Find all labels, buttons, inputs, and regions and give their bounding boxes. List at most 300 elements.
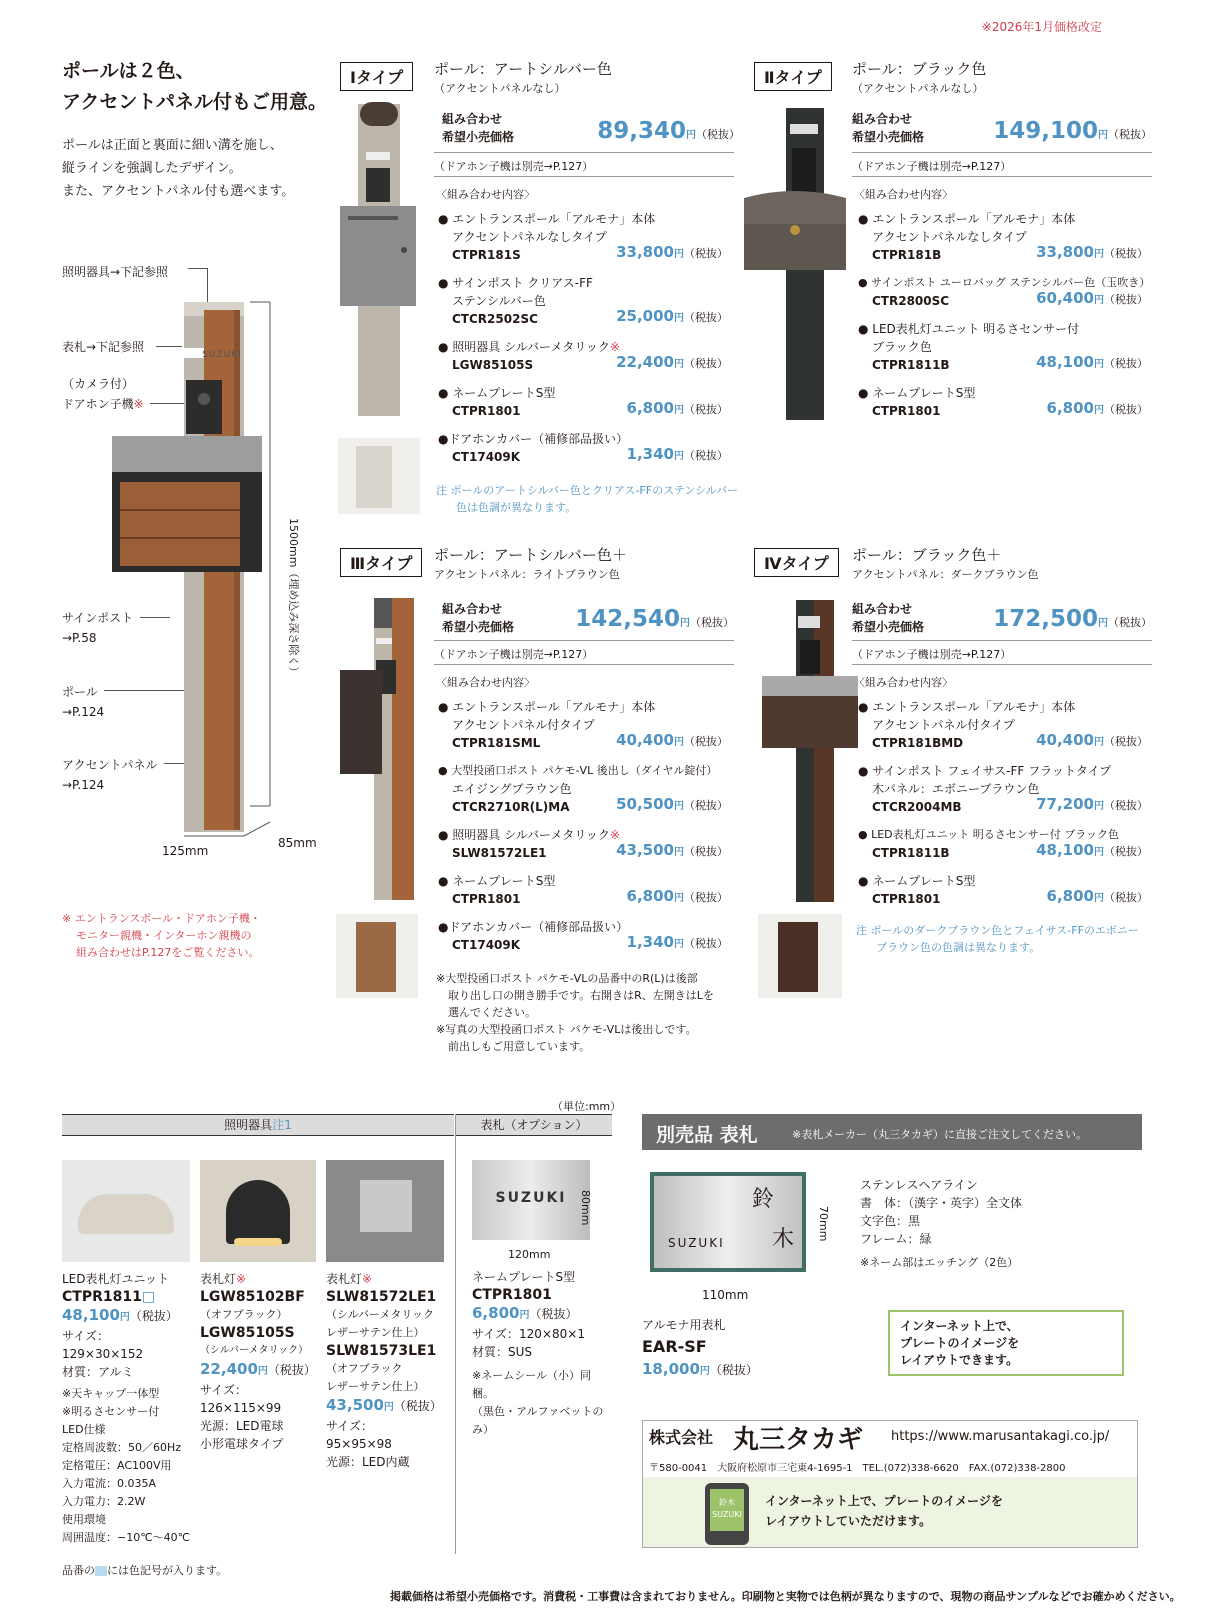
- type3-foot4: ※写真の大型投函口ポスト パケモ-VLは後出しです。: [436, 1023, 697, 1036]
- type3-item-0-desc1: ● エントランスポール「アルモナ」本体: [438, 700, 656, 714]
- type4-tax: （税抜）: [1108, 616, 1152, 629]
- type3-item-2: [438, 826, 728, 862]
- type3-item-3-desc1: ● ネームプレートS型: [438, 874, 556, 888]
- price-revision-notice: ※2026年1月価格改定: [981, 20, 1102, 34]
- type3-foot1: ※大型投函口ポスト パケモ-VLの品番中のR(L)は後部: [436, 972, 698, 985]
- company-url[interactable]: https://www.marusantakagi.co.jp/: [891, 1429, 1110, 1444]
- type3-head: [434, 546, 627, 584]
- type4-back-photo: [758, 914, 842, 998]
- type4-item-2-desc1: ● LED表札灯ユニット 明るさセンサー付 ブラック色: [858, 828, 1119, 841]
- type2-item-2-price: 48,100: [1036, 353, 1094, 371]
- page-footer: 掲載価格は希望小売価格です。消費税・工事費は含まれておりません。印刷物と実物では色柄が異なりますので、現物の商品サンプルなどでお確かめください。: [390, 1590, 1181, 1603]
- type2-item-1-yen: 円: [1094, 295, 1104, 306]
- web-banner-text1: インターネット上で、プレートのイメージを: [765, 1494, 1003, 1508]
- type2-item-0-desc2: アクセントパネルなしタイプ: [872, 230, 1027, 244]
- type4-item-1-price: 77,200: [1036, 795, 1094, 813]
- main-plate-text: SUZUKI: [202, 350, 242, 360]
- lighting-header-text: 照明器具: [224, 1118, 273, 1132]
- type2-item-0-yen: 円: [1094, 249, 1104, 260]
- lamp1-l2: 126×115×99: [200, 1401, 282, 1415]
- led-unit-yen: 円: [119, 1312, 130, 1323]
- option-spec: [860, 1176, 1140, 1272]
- lamp2-photo: [326, 1160, 444, 1262]
- lead-title: [62, 56, 327, 118]
- led-unit-l9: 入力電流：0.035A: [62, 1477, 157, 1490]
- type1-foot1: 注 ポールのアートシルバー色とクリアス-FFのステンシルバー: [436, 484, 738, 497]
- callout-pole: [62, 682, 104, 722]
- main-width-dim: 125mm: [162, 844, 209, 858]
- lamp1-l1: サイズ：: [200, 1383, 248, 1397]
- led-unit-photo: [62, 1160, 190, 1262]
- type1-item-2-tax: （税抜）: [684, 357, 728, 370]
- callout-post-line2: →P.58: [62, 631, 97, 645]
- type3-sub: アクセントパネル：ライトブラウン色: [434, 568, 620, 581]
- type3-item-1-tax: （税抜）: [684, 799, 728, 812]
- type1-item-1-desc2: ステンシルバー色: [452, 294, 546, 308]
- option-product: [642, 1316, 842, 1381]
- type1-combo2: 希望小売価格: [442, 130, 515, 144]
- type4-item-1-code: CTCR2004MB: [872, 800, 962, 814]
- type3-item-1-price: 50,500: [616, 795, 674, 813]
- led-unit-code: CTPR1811: [62, 1289, 142, 1305]
- type4-item-1-tax: （税抜）: [1104, 799, 1148, 812]
- type2-item-2-desc1: ● LED表札灯ユニット 明るさセンサー付: [858, 322, 1080, 336]
- type2-item-0: [858, 210, 1148, 264]
- type3-foot2: 取り出し口の開き勝手です。右開きはR、左開きはLを: [448, 989, 714, 1002]
- type4-total-price: [928, 606, 1152, 632]
- type4-yen: 円: [1098, 618, 1108, 629]
- lamp1-yen: 円: [257, 1366, 268, 1377]
- type3-item-2-mark: ※: [609, 828, 620, 842]
- type4-item-2-yen: 円: [1094, 847, 1104, 858]
- type3-item-1-yen: 円: [674, 801, 684, 812]
- type1-combo1: 組み合わせ: [442, 112, 503, 126]
- type1-total-price: [540, 118, 740, 144]
- type2-yen: 円: [1098, 130, 1108, 141]
- callout-pole-line1: ポール: [62, 685, 98, 699]
- type1-item-1-tax: （税抜）: [684, 311, 728, 324]
- nameplate-l1: サイズ：120×80×1: [472, 1327, 585, 1341]
- type3-tax: （税抜）: [690, 616, 734, 629]
- type4-item-1-desc2: 木パネル：エボニーブラウン色: [872, 782, 1040, 796]
- type2-item-1-tax: （税抜）: [1104, 293, 1148, 306]
- type4-item-0-price: 40,400: [1036, 731, 1094, 749]
- type1-footnote: [436, 482, 738, 516]
- type4-item-0-code: CTPR181BMD: [872, 736, 964, 750]
- bottom-footnote: [62, 1562, 227, 1578]
- type1-item-1-desc1: ● サインポスト クリアス-FF: [438, 276, 593, 290]
- option-header: [642, 1114, 1142, 1150]
- web-banner: [643, 1477, 1137, 1547]
- type2-tax: （税抜）: [1108, 128, 1152, 141]
- type4-item-2-tax: （税抜）: [1104, 845, 1148, 858]
- lead-body-line3: また、アクセントパネル付も選べます。: [62, 184, 295, 199]
- type1-head: [434, 60, 612, 98]
- option-s1: ステンレスヘアライン: [860, 1178, 978, 1192]
- lamp2-color1a: （シルバーメタリック: [326, 1308, 434, 1321]
- type1-item-2: [438, 338, 728, 374]
- type3-item-3-yen: 円: [674, 893, 684, 904]
- nameplate-price: 6,800: [472, 1304, 520, 1322]
- type4-head-text: ポール：ブラック色＋: [852, 546, 1002, 564]
- nameplate-width-dim: 120mm: [508, 1248, 551, 1261]
- company-block: [642, 1420, 1138, 1548]
- type1-item-2-price: 22,400: [616, 353, 674, 371]
- led-unit-l4: ※天キャップ一体型: [62, 1387, 160, 1400]
- type3-price-value: 142,540: [575, 606, 680, 632]
- option-web-box2: プレートのイメージを: [900, 1336, 1020, 1350]
- type4-item-0-tax: （税抜）: [1104, 735, 1148, 748]
- type1-tax: （税抜）: [696, 128, 740, 141]
- type2-item-2-yen: 円: [1094, 359, 1104, 370]
- lamp2-color1b: レザーサテン仕上）: [326, 1326, 425, 1339]
- phone-icon: [705, 1483, 749, 1545]
- type4-item-0-desc1: ● エントランスポール「アルモナ」本体: [858, 700, 1076, 714]
- type4-item-2: [858, 826, 1148, 862]
- type2-item-3-tax: （税抜）: [1104, 403, 1148, 416]
- led-unit-tax: （税抜）: [129, 1309, 178, 1323]
- type3-item-4-tax: （税抜）: [684, 937, 728, 950]
- type1-item-3-yen: 円: [674, 405, 684, 416]
- type1-badge: Ⅰタイプ: [340, 62, 413, 91]
- type2-item-1: [858, 274, 1151, 310]
- option-web-box: [888, 1310, 1124, 1376]
- type4-badge: Ⅳタイプ: [754, 548, 839, 577]
- option-web-box3: レイアウトできます。: [900, 1353, 1019, 1367]
- type4-item-0: [858, 698, 1148, 752]
- type4-photo: [760, 596, 860, 906]
- type1-item-4-yen: 円: [674, 451, 684, 462]
- lamp2-yen: 円: [383, 1402, 394, 1413]
- led-unit-l12: 周囲温度：−10℃〜40℃: [62, 1531, 190, 1544]
- company-address: 〒580-0041 大阪府松原市三宅東4-1695-1 TEL.(072)338-6620 FAX.(072)338-2800: [649, 1463, 1066, 1474]
- type3-footnote: [436, 970, 714, 1055]
- type2-badge: Ⅱタイプ: [754, 62, 832, 91]
- type3-item-1: [438, 762, 728, 816]
- type1-item-0-price: 33,800: [616, 243, 674, 261]
- type1-sub: （アクセントパネルなし）: [434, 82, 566, 95]
- led-unit-name: LED表札灯ユニット: [62, 1272, 170, 1286]
- type4-combo1: 組み合わせ: [852, 602, 913, 616]
- type3-item-2-tax: （税抜）: [684, 845, 728, 858]
- unit-label: （単位:mm）: [552, 1100, 622, 1113]
- type4-item-2-price: 48,100: [1036, 841, 1094, 859]
- type3-item-0-tax: （税抜）: [684, 735, 728, 748]
- lamp1-spec: [200, 1270, 328, 1453]
- led-unit-l1: サイズ：: [62, 1329, 110, 1343]
- type4-item-3-code: CTPR1801: [872, 892, 941, 906]
- type4-item-3-tax: （税抜）: [1104, 891, 1148, 904]
- type2-sub: （アクセントパネルなし）: [852, 82, 984, 95]
- type3-item-4: [438, 918, 728, 954]
- lamp1-price: 22,400: [200, 1360, 258, 1378]
- type3-item-2-yen: 円: [674, 847, 684, 858]
- callout-post-line1: サインポスト: [62, 611, 134, 625]
- option-price: 18,000: [642, 1360, 700, 1378]
- type2-item-1-desc1: ● サインポスト ユーロバッグ ステンシルバー色（玉吹き）: [858, 276, 1151, 289]
- lamp1-l4: 小形電球タイプ: [200, 1437, 284, 1451]
- type4-note: （ドアホン子機は別売→P.127）: [852, 648, 1012, 661]
- type3-combo1: 組み合わせ: [442, 602, 503, 616]
- lamp2-code1: SLW81572LE1: [326, 1289, 437, 1305]
- type1-note: （ドアホン子機は別売→P.127）: [434, 160, 594, 173]
- lamp2-color2b: レザーサテン仕上）: [326, 1380, 425, 1393]
- type3-item-4-yen: 円: [674, 939, 684, 950]
- type2-item-0-desc1: ● エントランスポール「アルモナ」本体: [858, 212, 1076, 226]
- type3-combo-label: [442, 600, 514, 636]
- type3-contents: 〈組み合わせ内容〉: [436, 676, 535, 689]
- type1-item-3-price: 6,800: [626, 399, 674, 417]
- diagram-footnote-line2: モニター親機・インターホン親機の: [76, 929, 252, 942]
- type1-head-text: ポール：アートシルバー色: [434, 60, 612, 78]
- type1-item-2-desc1: ● 照明器具 シルバーメタリック: [438, 340, 610, 354]
- option-name: アルモナ用表札: [642, 1318, 726, 1332]
- lamp1-code2: LGW85105S: [200, 1325, 295, 1341]
- type3-note: （ドアホン子機は別売→P.127）: [434, 648, 594, 661]
- led-unit-l3: 材質：アルミ: [62, 1365, 134, 1379]
- led-unit-price: 48,100: [62, 1306, 120, 1324]
- lead-title-line1: ポールは２色、: [62, 60, 195, 82]
- plate-header: 表札（オプション）: [456, 1114, 612, 1136]
- callout-panel-line1: アクセントパネル: [62, 758, 158, 772]
- type3-item-1-desc1: ● 大型投函口ポスト パケモ-VL 後出し（ダイヤル錠付）: [438, 764, 718, 777]
- type3-item-0-yen: 円: [674, 737, 684, 748]
- diagram-footnote-line3: 組み合わせはP.127をご覧ください。: [76, 946, 260, 959]
- led-unit-l5: ※明るさセンサー付: [62, 1405, 160, 1418]
- option-s5: ※ネーム部はエッチング（2色）: [860, 1256, 1019, 1269]
- type1-item-0-desc1: ● エントランスポール「アルモナ」本体: [438, 212, 656, 226]
- option-plate-roman: SUZUKI: [668, 1236, 725, 1250]
- type1-foot2: 色は色調が異なります。: [456, 501, 577, 514]
- type4-footnote: [856, 922, 1139, 956]
- type1-item-1-code: CTCR2502SC: [452, 312, 538, 326]
- type2-total-price: [928, 118, 1152, 144]
- lamp2-l2: 95×95×98: [326, 1437, 392, 1451]
- type2-price-value: 149,100: [993, 118, 1098, 144]
- type1-item-4-code: CT17409K: [452, 450, 521, 464]
- type3-photo: [336, 594, 426, 904]
- led-unit-l7: 定格周波数：50／60Hz: [62, 1441, 182, 1454]
- bottom-footnote-post: には色記号が入ります。: [107, 1564, 228, 1577]
- callout-light: 照明器具→下記参照: [62, 265, 169, 279]
- type3-item-0-desc2: アクセントパネル付タイプ: [452, 718, 595, 732]
- type1-item-4-desc1: ●ドアホンカバー（補修部品扱い）: [438, 432, 629, 446]
- diagram-footnote-line1: ※ エントランスポール・ドアホン子機・: [62, 912, 261, 925]
- type3-foot3: 選んでください。: [448, 1006, 536, 1019]
- type4-head: [852, 546, 1038, 584]
- company-label: 株式会社: [649, 1428, 714, 1447]
- type1-item-0-code: CTPR181S: [452, 248, 521, 262]
- type4-item-3-desc1: ● ネームプレートS型: [858, 874, 976, 888]
- type4-item-2-code: CTPR1811B: [872, 846, 950, 860]
- type1-item-4-price: 1,340: [626, 445, 674, 463]
- type1-back-photo: [338, 438, 420, 514]
- lamp1-tax: （税抜）: [267, 1363, 316, 1377]
- diagram-footnote: [62, 910, 261, 961]
- option-plate-photo: [650, 1172, 806, 1272]
- type2-item-0-tax: （税抜）: [1104, 247, 1148, 260]
- type1-combo-label: [442, 110, 514, 146]
- type3-foot5: 前出しもご用意しています。: [448, 1040, 591, 1053]
- option-plate-kanji1: 鈴: [752, 1187, 775, 1212]
- type1-contents: 〈組み合わせ内容〉: [436, 188, 535, 201]
- type4-foot1: 注 ポールのダークブラウン色とフェイサス-FFのエボニー: [856, 924, 1139, 937]
- type2-combo1: 組み合わせ: [852, 112, 913, 126]
- type3-item-3-code: CTPR1801: [452, 892, 521, 906]
- led-unit-box: □: [141, 1289, 156, 1305]
- type3-item-0: [438, 698, 728, 752]
- type4-combo-label: [852, 600, 924, 636]
- callout-camera-mark: ※: [133, 397, 144, 411]
- type1-item-0: [438, 210, 728, 264]
- type1-item-2-mark: ※: [609, 340, 620, 354]
- nameplate-l3: ※ネームシール（小）同梱。: [472, 1369, 591, 1400]
- main-depth-dim: 85mm: [278, 836, 317, 850]
- type4-combo2: 希望小売価格: [852, 620, 925, 634]
- type2-item-2-desc2: ブラック色: [872, 340, 932, 354]
- lamp2-code2: SLW81573LE1: [326, 1343, 437, 1359]
- lamp2-spec: [326, 1270, 454, 1471]
- option-tax: （税抜）: [709, 1363, 758, 1377]
- lamp2-tax: （税抜）: [393, 1399, 442, 1413]
- lamp1-color1: （オフブラック）: [200, 1308, 288, 1321]
- type2-combo-label: [852, 110, 924, 146]
- bottom-footnote-pre: 品番の: [62, 1564, 95, 1577]
- type3-item-0-code: CTPR181SML: [452, 736, 541, 750]
- type3-item-2-desc1: ● 照明器具 シルバーメタリック: [438, 828, 610, 842]
- type4-item-1-desc1: ● サインポスト フェイサス-FF フラットタイプ: [858, 764, 1112, 778]
- company-brand[interactable]: 丸三タカギ: [733, 1425, 864, 1455]
- type4-item-0-yen: 円: [1094, 737, 1104, 748]
- type2-contents: 〈組み合わせ内容〉: [854, 188, 953, 201]
- type4-contents: 〈組み合わせ内容〉: [854, 676, 953, 689]
- type3-combo2: 希望小売価格: [442, 620, 515, 634]
- type1-item-3-code: CTPR1801: [452, 404, 521, 418]
- type1-price-value: 89,340: [597, 118, 686, 144]
- type1-item-3-tax: （税抜）: [684, 403, 728, 416]
- option-title-note: ※表札メーカー（丸三タカギ）に直接ご注文してください。: [792, 1128, 1087, 1141]
- type1-yen: 円: [686, 130, 696, 141]
- lamp1-code1: LGW85102BF: [200, 1289, 305, 1305]
- type2-head: [852, 60, 986, 98]
- web-banner-text: [765, 1491, 1003, 1531]
- type2-item-0-code: CTPR181B: [872, 248, 942, 262]
- led-unit-l2: 129×30×152: [62, 1347, 144, 1361]
- callout-panel-line2: →P.124: [62, 778, 105, 792]
- type3-item-4-price: 1,340: [626, 933, 674, 951]
- phone-screen2: SUZUKI: [712, 1510, 742, 1519]
- type1-item-1-yen: 円: [674, 313, 684, 324]
- lighting-header-note: 注1: [272, 1118, 292, 1132]
- type2-item-3-code: CTPR1801: [872, 404, 941, 418]
- lamp2-l3: 光源：LED内蔵: [326, 1455, 410, 1469]
- led-unit-l8: 定格電圧：AC100V用: [62, 1459, 172, 1472]
- nameplate-l4: （黒色・アルファベットのみ）: [472, 1405, 604, 1436]
- type2-item-3-yen: 円: [1094, 405, 1104, 416]
- type3-badge: Ⅲタイプ: [340, 548, 422, 577]
- lead-body-line2: 縦ラインを強調したデザイン。: [62, 161, 242, 176]
- option-s2: 書 体：（漢字・英字）全文体: [860, 1196, 1023, 1210]
- type4-price-value: 172,500: [993, 606, 1098, 632]
- nameplate-tax: （税抜）: [529, 1307, 578, 1321]
- type4-foot2: ブラウン色の色調は異なります。: [876, 941, 1041, 954]
- lamp1-mark: ※: [236, 1272, 247, 1286]
- type3-item-4-code: CT17409K: [452, 938, 521, 952]
- type1-item-0-yen: 円: [674, 249, 684, 260]
- type2-item-1-code: CTR2800SC: [872, 294, 950, 308]
- nameplate-height-dim: 80mm: [579, 1190, 592, 1226]
- led-unit-l6: LED仕様: [62, 1423, 106, 1436]
- type3-item-3-tax: （税抜）: [684, 891, 728, 904]
- lamp1-name: 表札灯: [200, 1272, 237, 1286]
- option-code: EAR-SF: [642, 1337, 707, 1356]
- type1-item-2-code: LGW85105S: [452, 358, 534, 372]
- option-web-box1: インターネット上で、: [900, 1319, 1019, 1333]
- lead-title-line2: アクセントパネル付もご用意。: [62, 91, 328, 113]
- type4-item-0-desc2: アクセントパネル付タイプ: [872, 718, 1015, 732]
- type3-item-2-code: SLW81572LE1: [452, 846, 547, 860]
- option-title: 別売品 表札: [656, 1124, 758, 1146]
- nameplate-spec: [472, 1268, 612, 1439]
- phone-screen1: 鈴木: [719, 1498, 735, 1507]
- nameplate-photo-text: SUZUKI: [495, 1190, 567, 1206]
- callout-camera-line1: （カメラ付）: [62, 377, 135, 391]
- callout-pole-line2: →P.124: [62, 705, 105, 719]
- lead-body-line1: ポールは正面と裏面に細い溝を施し、: [62, 138, 283, 153]
- nameplate-name: ネームプレートS型: [472, 1270, 576, 1284]
- type4-item-3-yen: 円: [1094, 893, 1104, 904]
- option-s3: 文字色：黒: [860, 1214, 921, 1228]
- led-unit-spec: [62, 1270, 192, 1547]
- lamp2-price: 43,500: [326, 1396, 384, 1414]
- lead-body: [62, 134, 294, 203]
- led-unit-l11: 使用環境: [62, 1513, 106, 1526]
- type1-item-0-tax: （税抜）: [684, 247, 728, 260]
- type3-item-2-price: 43,500: [616, 841, 674, 859]
- type2-item-3: [858, 384, 1148, 420]
- nameplate-l2: 材質：SUS: [472, 1345, 533, 1359]
- type2-item-3-desc1: ● ネームプレートS型: [858, 386, 976, 400]
- type4-sub: アクセントパネル：ダークブラウン色: [852, 568, 1039, 581]
- type3-item-3: [438, 872, 728, 908]
- type3-item-3-price: 6,800: [626, 887, 674, 905]
- option-plate-kanji2: 木: [772, 1227, 795, 1252]
- type3-back-photo: [336, 914, 418, 998]
- nameplate-yen: 円: [519, 1310, 530, 1321]
- type3-item-0-price: 40,400: [616, 731, 674, 749]
- type3-head-text: ポール：アートシルバー色＋: [434, 546, 627, 564]
- type4-item-1: [858, 762, 1148, 816]
- type3-item-4-desc1: ●ドアホンカバー（補修部品扱い）: [438, 920, 629, 934]
- lighting-header: [62, 1114, 454, 1136]
- callout-plate: 表札→下記参照: [62, 340, 145, 354]
- type4-item-3: [858, 872, 1148, 908]
- type4-item-3-price: 6,800: [1046, 887, 1094, 905]
- type1-photo: [338, 100, 418, 420]
- type2-item-2: [858, 320, 1148, 374]
- lamp2-color2a: （オフブラック: [326, 1362, 403, 1375]
- lamp1-color2: （シルバーメタリック）: [200, 1345, 309, 1356]
- type1-item-4-tax: （税抜）: [684, 449, 728, 462]
- type3-item-1-desc2: エイジングブラウン色: [452, 782, 572, 796]
- type2-head-text: ポール：ブラック色: [852, 60, 987, 78]
- main-pole-illustration: [100, 296, 340, 856]
- type2-combo2: 希望小売価格: [852, 130, 925, 144]
- option-yen: 円: [699, 1366, 710, 1377]
- type1-item-3: [438, 384, 728, 420]
- option-plate-height-dim: 70mm: [817, 1206, 830, 1242]
- type4-item-1-yen: 円: [1094, 801, 1104, 812]
